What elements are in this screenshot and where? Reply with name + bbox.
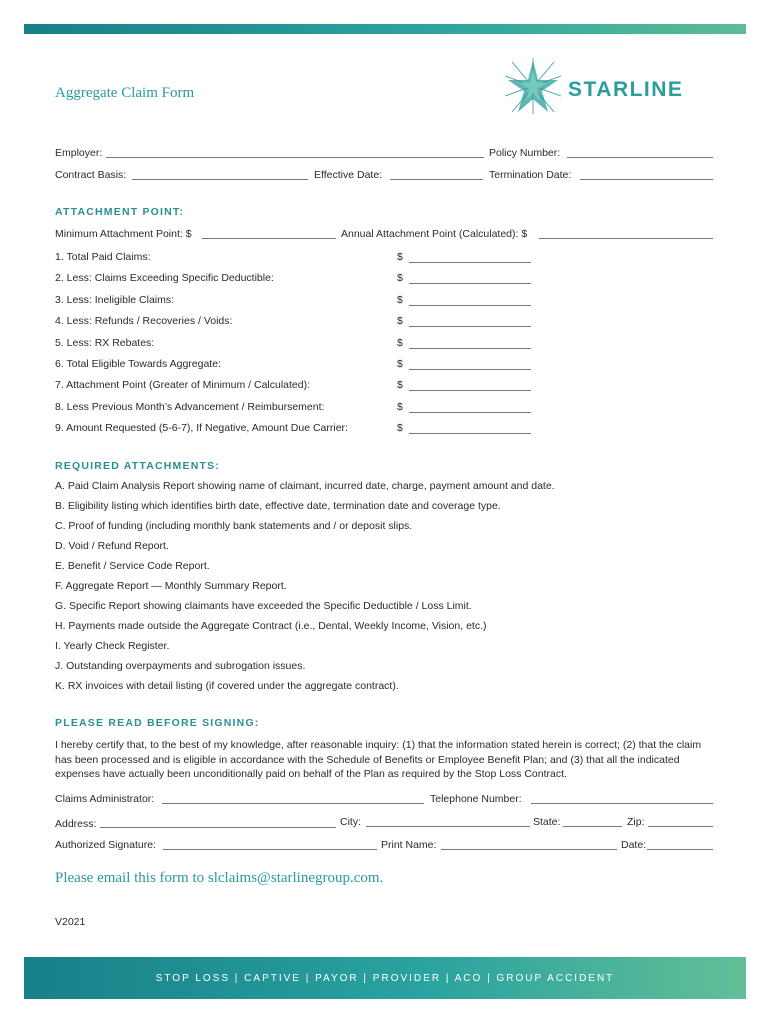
attachment-item-label: 1. Total Paid Claims: (55, 251, 151, 263)
amount-field[interactable] (409, 326, 531, 327)
attachment-item-label: 6. Total Eligible Towards Aggregate: (55, 358, 221, 370)
date-field[interactable] (647, 849, 713, 850)
amount-field[interactable] (409, 283, 531, 284)
footer-bar (24, 957, 746, 999)
telephone-field[interactable] (531, 803, 713, 804)
state-field[interactable] (563, 826, 622, 827)
starline-logo (500, 56, 720, 118)
top-accent-bar (24, 24, 746, 34)
city-label: City: (340, 816, 361, 828)
amount-field[interactable] (409, 412, 531, 413)
attachment-item-label: 7. Attachment Point (Greater of Minimum / Calculated): (55, 379, 311, 391)
attachment-item-label: 9. Amount Requested (5-6-7), If Negative, Amount Due Carrier: (55, 422, 348, 434)
minimum-attachment-field[interactable] (202, 238, 336, 239)
dollar-sign: $ (397, 358, 403, 370)
form-title: Aggregate Claim Form (55, 85, 195, 101)
required-attachment-item: F. Aggregate Report — Monthly Summary Report. (55, 580, 287, 592)
attachment-item-label: 8. Less Previous Month’s Advancement / Reimbursement: (55, 401, 325, 413)
dollar-sign: $ (397, 337, 403, 349)
required-attachment-item: K. RX invoices with detail listing (if covered under the aggregate contract). (55, 680, 399, 692)
logo-wordmark: STARLINE (568, 78, 684, 101)
attachment-item-label: 5. Less: RX Rebates: (55, 337, 155, 349)
zip-field[interactable] (648, 826, 713, 827)
signing-heading: PLEASE READ BEFORE SIGNING: (55, 717, 260, 729)
effective-date-field[interactable] (390, 179, 483, 180)
employer-field[interactable] (106, 157, 484, 158)
print-name-label: Print Name: (381, 839, 437, 851)
amount-field[interactable] (409, 433, 531, 434)
termination-date-field[interactable] (580, 179, 713, 180)
zip-label: Zip: (627, 816, 645, 828)
amount-field[interactable] (409, 262, 531, 263)
dollar-sign: $ (397, 422, 403, 434)
policy-number-label: Policy Number: (489, 147, 561, 159)
print-name-field[interactable] (441, 849, 617, 850)
required-attachment-item: G. Specific Report showing claimants have exceeded the Specific Deductible / Loss Limit. (55, 600, 472, 612)
required-attachment-item: H. Payments made outside the Aggregate Contract (i.e., Dental, Weekly Income, Vision, etc.) (55, 620, 487, 632)
attachment-item-label: 4. Less: Refunds / Recoveries / Voids: (55, 315, 233, 327)
amount-field[interactable] (409, 348, 531, 349)
attachment-item-label: 2. Less: Claims Exceeding Specific Deductible: (55, 272, 274, 284)
minimum-attachment-label: Minimum Attachment Point: $ (55, 228, 192, 240)
annual-attachment-label: Annual Attachment Point (Calculated): $ (341, 228, 528, 240)
claims-administrator-field[interactable] (162, 803, 424, 804)
dollar-sign: $ (397, 294, 403, 306)
city-field[interactable] (366, 826, 530, 827)
certification-text: I hereby certify that, to the best of my knowledge, after reasonable inquiry: (1) that the information stated herein is correct; (2) that the claim has been processed and is eligible in accordance with the Schedule of Benefits or Employee Benefit Plan; and (3) that all the indicated expenses have actually been unconditionally paid on behalf of the Plan as required by the Stop Loss Contract. (55, 739, 702, 780)
dollar-sign: $ (397, 401, 403, 413)
required-attachment-item: E. Benefit / Service Code Report. (55, 560, 210, 572)
address-label: Address: (55, 818, 97, 830)
authorized-signature-label: Authorized Signature: (55, 839, 156, 851)
required-attachment-item: A. Paid Claim Analysis Report showing name of claimant, incurred date, charge, payment amount and date. (55, 480, 555, 492)
attachment-item-label: 3. Less: Ineligible Claims: (55, 294, 175, 306)
amount-field[interactable] (409, 369, 531, 370)
contract-basis-field[interactable] (132, 179, 308, 180)
email-instruction: Please email this form to slclaims@starlinegroup.com. (55, 870, 384, 886)
employer-label: Employer: (55, 147, 103, 159)
amount-field[interactable] (409, 305, 531, 306)
required-attachments-heading: REQUIRED ATTACHMENTS: (55, 460, 220, 472)
required-attachment-item: J. Outstanding overpayments and subrogation issues. (55, 660, 306, 672)
dollar-sign: $ (397, 379, 403, 391)
effective-date-label: Effective Date: (314, 169, 383, 181)
star-icon (500, 56, 566, 118)
required-attachment-item: I. Yearly Check Register. (55, 640, 170, 652)
dollar-sign: $ (397, 251, 403, 263)
annual-attachment-field[interactable] (539, 238, 713, 239)
dollar-sign: $ (397, 272, 403, 284)
authorized-signature-field[interactable] (163, 849, 377, 850)
required-attachment-item: D. Void / Refund Report. (55, 540, 169, 552)
version-label: V2021 (55, 916, 86, 928)
claims-administrator-label: Claims Administrator: (55, 793, 155, 805)
termination-date-label: Termination Date: (489, 169, 572, 181)
contract-basis-label: Contract Basis: (55, 169, 127, 181)
required-attachment-item: C. Proof of funding (including monthly bank statements and / or deposit slips. (55, 520, 413, 532)
date-label: Date: (621, 839, 647, 851)
amount-field[interactable] (409, 390, 531, 391)
policy-number-field[interactable] (567, 157, 713, 158)
telephone-label: Telephone Number: (430, 793, 522, 805)
dollar-sign: $ (397, 315, 403, 327)
state-label: State: (533, 816, 561, 828)
footer-services: STOP LOSS | CAPTIVE | PAYOR | PROVIDER | ACO | GROUP ACCIDENT (155, 973, 615, 984)
address-field[interactable] (100, 827, 336, 828)
required-attachment-item: B. Eligibility listing which identifies birth date, effective date, termination date and coverage type. (55, 500, 501, 512)
attachment-point-heading: ATTACHMENT POINT: (55, 206, 185, 218)
